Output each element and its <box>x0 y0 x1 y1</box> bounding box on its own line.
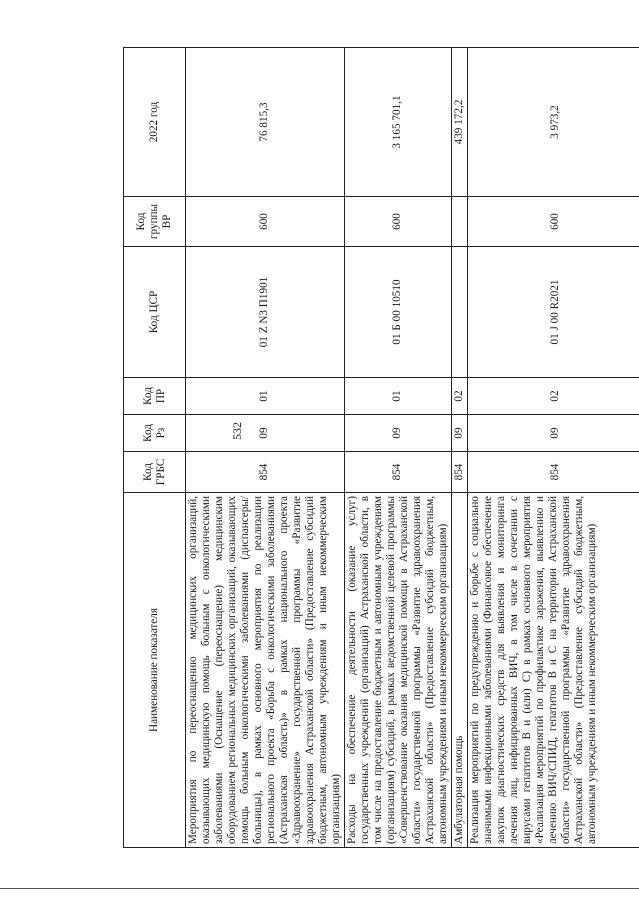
header-pr: Код ПР <box>124 378 186 415</box>
row-pr: 02 <box>467 378 639 415</box>
row-grbs: 854 <box>467 452 639 493</box>
bottom-rule <box>0 888 639 889</box>
page-number: 532 <box>230 422 244 440</box>
row-csr: 01 J 00 R2021 <box>467 247 639 378</box>
row-csr: 01 Б 00 10510 <box>344 247 451 378</box>
row-year: 3 165 701,1 <box>344 48 451 197</box>
table-row <box>467 48 639 848</box>
header-vr: Код группы ВР <box>124 197 186 247</box>
row-year: 439 172,2 <box>451 48 467 197</box>
row-csr <box>451 247 467 378</box>
row-grbs: 854 <box>344 452 451 493</box>
row-vr: 600 <box>186 197 345 247</box>
row-name: Мероприятия по переоснащению медицинских организаций, оказывающих медицинскую помощь больным с онкологическими заболеваниями (Оснащение (переоснащение) медицинским оборудованием региональных медицинских организаций, оказывающих помощь больным онкологическими заболеваниями (диспансеры/больницы), в рамках основного мероприятия по реализации регионального проекта «Борьба с онкологическими заболеваниями (Астраханская область)» в рамках национального проекта «Здравоохранение» государственной программы «Развитие здравоохранения Астраханской области» (Предоставление субсидий бюджетным, автономным учреждениям и иным некоммерческим организациям) <box>186 493 345 848</box>
header-rz: Код Рз <box>124 415 186 452</box>
header-csr: Код ЦСР <box>124 247 186 378</box>
row-rz: 09 <box>344 415 451 452</box>
row-name: Реализация мероприятий по предупреждению и борьбе с социально значимыми инфекционными заболеваниями (Финансовое обеспечение закупок диагностических средств для выявления и мониторинга лечения лиц, инфицированных ВИЧ, в том числе в сочетании с вирусами гепатитов В и (или) С) в рамках основного мероприятия «Реализация мероприятий по профилактике заражения, выявлению и лечению ВИЧ/СПИД, гепатитов В и С на территории Астраханской области» государственной программы «Развитие здравоохранения Астраханской области» (Предоставление субсидий бюджетным, автономным учреждениям и иным некоммерческим организациям) <box>467 493 639 848</box>
row-pr: 02 <box>451 378 467 415</box>
table-row <box>451 48 467 848</box>
row-rz: 09 <box>451 415 467 452</box>
row-vr <box>451 197 467 247</box>
table-row <box>344 48 451 848</box>
table-header-row <box>124 48 186 848</box>
row-grbs: 854 <box>451 452 467 493</box>
row-rz: 09 <box>186 415 345 452</box>
row-name: Расходы на обеспечение деятельности (оказание услуг) государственных учреждений (организаций) Астраханской области, в том числе на предоставление бюджетным и автономным учреждениям (организациям) субсидий, в рамках ведомственной целевой программы «Совершенствование оказания медицинской помощи в Астраханской области» государственной программы «Развитие здравоохранения Астраханской области» (Предоставление субсидий бюджетным, автономным учреждениям и иным некоммерческим организациям) <box>344 493 451 848</box>
budget-table-rotated <box>123 48 635 848</box>
row-pr: 01 <box>344 378 451 415</box>
row-year: 3 973,2 <box>467 48 639 197</box>
row-year: 76 815,3 <box>186 48 345 197</box>
header-year: 2022 год <box>124 48 186 197</box>
header-name: Наименование показателя <box>124 493 186 848</box>
budget-table <box>123 47 639 848</box>
row-vr: 600 <box>467 197 639 247</box>
header-grbs: Код ГРБС <box>124 452 186 493</box>
row-rz: 09 <box>467 415 639 452</box>
row-pr: 01 <box>186 378 345 415</box>
row-vr: 600 <box>344 197 451 247</box>
row-csr: 01 Z N3 П1901 <box>186 247 345 378</box>
table-row <box>186 48 345 848</box>
row-grbs: 854 <box>186 452 345 493</box>
row-name: Амбулаторная помощь <box>451 493 467 848</box>
